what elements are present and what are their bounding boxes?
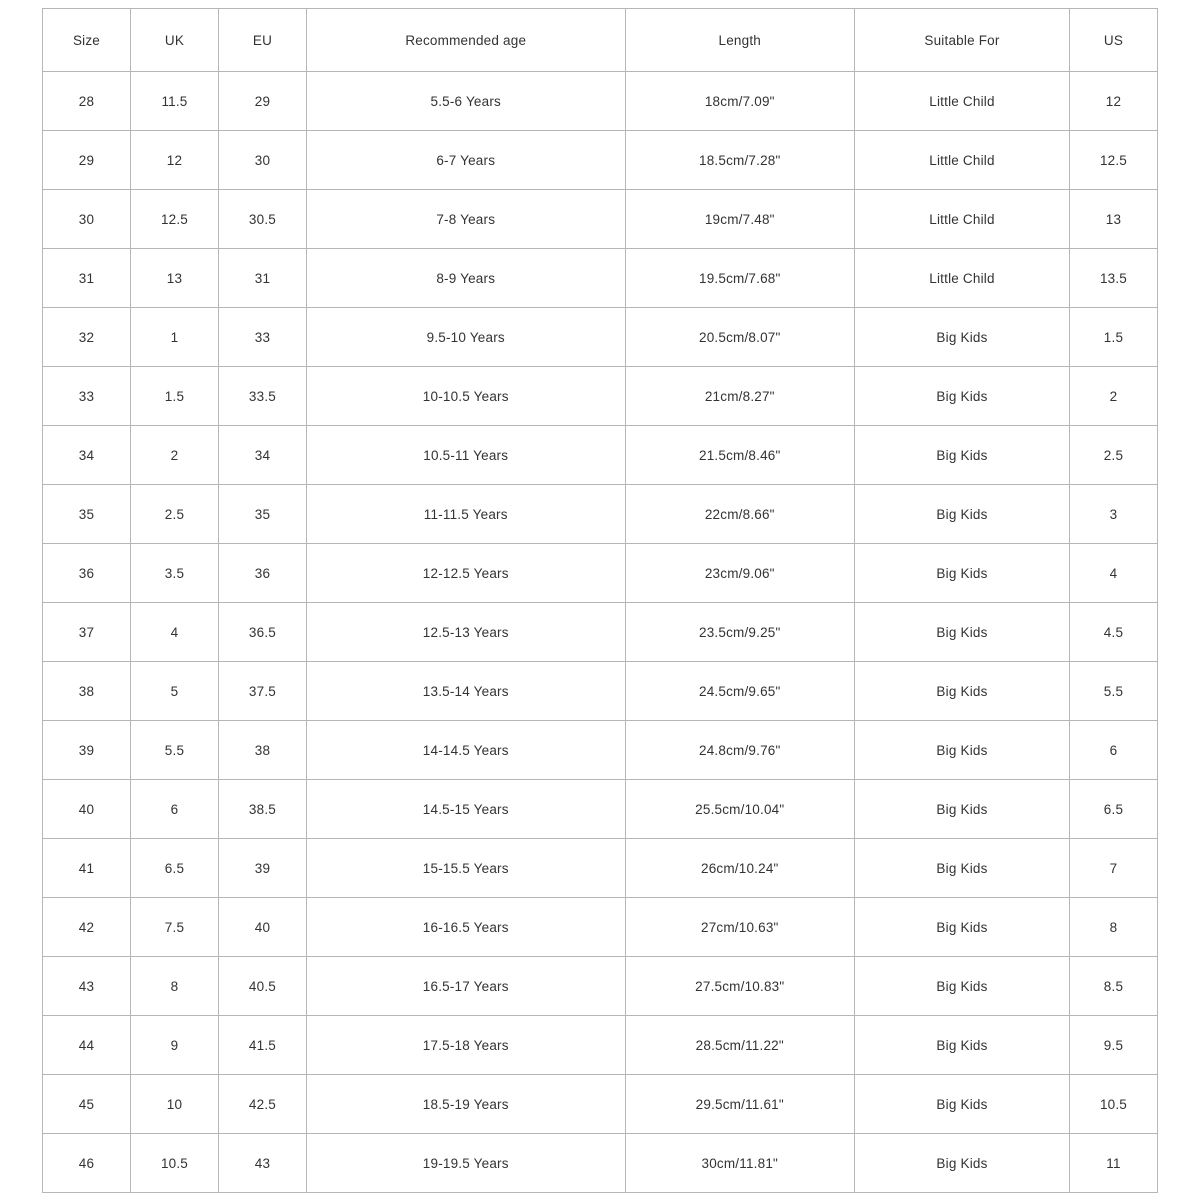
- table-header-row: [43, 9, 1158, 72]
- table-cell: 34: [218, 426, 306, 485]
- table-cell: 13.5: [1069, 249, 1157, 308]
- table-cell: 38: [218, 721, 306, 780]
- table-cell: Big Kids: [855, 1016, 1070, 1075]
- table-cell: 33.5: [218, 367, 306, 426]
- table-cell: Big Kids: [855, 662, 1070, 721]
- table-cell: 35: [218, 485, 306, 544]
- table-cell: Little Child: [855, 72, 1070, 131]
- table-cell: 36: [43, 544, 131, 603]
- table-cell: 19.5cm/7.68": [625, 249, 854, 308]
- table-cell: 30.5: [218, 190, 306, 249]
- table-cell: 8: [130, 957, 218, 1016]
- table-cell: 42.5: [218, 1075, 306, 1134]
- table-cell: 23.5cm/9.25": [625, 603, 854, 662]
- table-cell: 39: [218, 839, 306, 898]
- table-cell: 10.5: [1069, 1075, 1157, 1134]
- table-cell: 19-19.5 Years: [306, 1134, 625, 1193]
- table-cell: Big Kids: [855, 426, 1070, 485]
- table-row: [43, 544, 1158, 603]
- table-cell: 33: [218, 308, 306, 367]
- table-cell: 41.5: [218, 1016, 306, 1075]
- table-cell: Big Kids: [855, 898, 1070, 957]
- table-cell: 41: [43, 839, 131, 898]
- table-cell: Big Kids: [855, 839, 1070, 898]
- table-row: [43, 367, 1158, 426]
- table-cell: 11-11.5 Years: [306, 485, 625, 544]
- table-cell: 11: [1069, 1134, 1157, 1193]
- table-cell: Big Kids: [855, 780, 1070, 839]
- table-cell: 30: [218, 131, 306, 190]
- table-cell: 21cm/8.27": [625, 367, 854, 426]
- table-cell: 6.5: [1069, 780, 1157, 839]
- table-cell: 33: [43, 367, 131, 426]
- table-row: [43, 898, 1158, 957]
- table-row: [43, 839, 1158, 898]
- table-cell: 6: [1069, 721, 1157, 780]
- table-cell: 8.5: [1069, 957, 1157, 1016]
- table-cell: 38.5: [218, 780, 306, 839]
- table-cell: 34: [43, 426, 131, 485]
- table-row: [43, 72, 1158, 131]
- column-header: Suitable For: [855, 9, 1070, 72]
- table-row: [43, 308, 1158, 367]
- table-cell: 40: [43, 780, 131, 839]
- table-cell: 6-7 Years: [306, 131, 625, 190]
- table-cell: 9.5-10 Years: [306, 308, 625, 367]
- table-cell: 6: [130, 780, 218, 839]
- table-cell: 2: [130, 426, 218, 485]
- table-cell: 43: [43, 957, 131, 1016]
- table-cell: Little Child: [855, 131, 1070, 190]
- table-cell: 12.5: [130, 190, 218, 249]
- table-cell: 29: [43, 131, 131, 190]
- table-cell: 11.5: [130, 72, 218, 131]
- table-cell: 44: [43, 1016, 131, 1075]
- table-cell: 36.5: [218, 603, 306, 662]
- column-header: Recommended age: [306, 9, 625, 72]
- table-cell: 10: [130, 1075, 218, 1134]
- table-cell: 37.5: [218, 662, 306, 721]
- table-cell: 4: [1069, 544, 1157, 603]
- table-cell: 42: [43, 898, 131, 957]
- table-cell: 39: [43, 721, 131, 780]
- table-cell: 22cm/8.66": [625, 485, 854, 544]
- table-cell: 29: [218, 72, 306, 131]
- column-header: UK: [130, 9, 218, 72]
- table-cell: Little Child: [855, 249, 1070, 308]
- table-cell: 19cm/7.48": [625, 190, 854, 249]
- table-cell: Big Kids: [855, 544, 1070, 603]
- table-row: [43, 190, 1158, 249]
- table-cell: Big Kids: [855, 367, 1070, 426]
- table-cell: 40.5: [218, 957, 306, 1016]
- column-header: Length: [625, 9, 854, 72]
- table-cell: 4.5: [1069, 603, 1157, 662]
- table-row: [43, 1016, 1158, 1075]
- table-row: [43, 485, 1158, 544]
- table-cell: 9: [130, 1016, 218, 1075]
- table-cell: 13: [1069, 190, 1157, 249]
- table-cell: 10-10.5 Years: [306, 367, 625, 426]
- table-cell: 36: [218, 544, 306, 603]
- table-cell: 46: [43, 1134, 131, 1193]
- column-header: US: [1069, 9, 1157, 72]
- table-cell: 31: [43, 249, 131, 308]
- table-cell: 9.5: [1069, 1016, 1157, 1075]
- table-row: [43, 721, 1158, 780]
- table-cell: 29.5cm/11.61": [625, 1075, 854, 1134]
- table-cell: 23cm/9.06": [625, 544, 854, 603]
- table-cell: 30cm/11.81": [625, 1134, 854, 1193]
- table-cell: 12: [130, 131, 218, 190]
- size-chart-table: [42, 8, 1158, 1193]
- table-cell: 12.5-13 Years: [306, 603, 625, 662]
- table-cell: 38: [43, 662, 131, 721]
- table-cell: 12: [1069, 72, 1157, 131]
- table-cell: 18.5-19 Years: [306, 1075, 625, 1134]
- table-cell: Little Child: [855, 190, 1070, 249]
- table-cell: Big Kids: [855, 603, 1070, 662]
- table-cell: 16-16.5 Years: [306, 898, 625, 957]
- table-cell: Big Kids: [855, 1134, 1070, 1193]
- table-row: [43, 131, 1158, 190]
- table-cell: 2.5: [1069, 426, 1157, 485]
- table-cell: 14.5-15 Years: [306, 780, 625, 839]
- table-cell: 24.5cm/9.65": [625, 662, 854, 721]
- table-cell: 15-15.5 Years: [306, 839, 625, 898]
- table-cell: 12-12.5 Years: [306, 544, 625, 603]
- table-cell: 27.5cm/10.83": [625, 957, 854, 1016]
- column-header: EU: [218, 9, 306, 72]
- table-cell: 1.5: [130, 367, 218, 426]
- table-cell: 43: [218, 1134, 306, 1193]
- table-cell: 18cm/7.09": [625, 72, 854, 131]
- table-cell: 6.5: [130, 839, 218, 898]
- table-cell: 7: [1069, 839, 1157, 898]
- table-cell: Big Kids: [855, 485, 1070, 544]
- table-cell: 14-14.5 Years: [306, 721, 625, 780]
- table-cell: 7.5: [130, 898, 218, 957]
- table-cell: 3.5: [130, 544, 218, 603]
- table-cell: 13: [130, 249, 218, 308]
- table-cell: 8: [1069, 898, 1157, 957]
- table-cell: 28.5cm/11.22": [625, 1016, 854, 1075]
- table-cell: 28: [43, 72, 131, 131]
- table-cell: 1.5: [1069, 308, 1157, 367]
- table-cell: 5.5: [130, 721, 218, 780]
- table-cell: 18.5cm/7.28": [625, 131, 854, 190]
- table-body: [43, 72, 1158, 1193]
- table-cell: 45: [43, 1075, 131, 1134]
- table-cell: 35: [43, 485, 131, 544]
- table-cell: 25.5cm/10.04": [625, 780, 854, 839]
- table-cell: 32: [43, 308, 131, 367]
- table-cell: 13.5-14 Years: [306, 662, 625, 721]
- table-cell: Big Kids: [855, 721, 1070, 780]
- table-cell: 5.5-6 Years: [306, 72, 625, 131]
- table-cell: 37: [43, 603, 131, 662]
- table-cell: 16.5-17 Years: [306, 957, 625, 1016]
- table-cell: 3: [1069, 485, 1157, 544]
- table-cell: 5.5: [1069, 662, 1157, 721]
- table-row: [43, 957, 1158, 1016]
- table-row: [43, 662, 1158, 721]
- table-cell: 2: [1069, 367, 1157, 426]
- table-row: [43, 1075, 1158, 1134]
- table-cell: 21.5cm/8.46": [625, 426, 854, 485]
- table-cell: 26cm/10.24": [625, 839, 854, 898]
- table-cell: 10.5: [130, 1134, 218, 1193]
- table-cell: 27cm/10.63": [625, 898, 854, 957]
- table-row: [43, 249, 1158, 308]
- table-cell: 2.5: [130, 485, 218, 544]
- table-cell: 24.8cm/9.76": [625, 721, 854, 780]
- table-cell: 5: [130, 662, 218, 721]
- table-cell: 40: [218, 898, 306, 957]
- table-cell: 17.5-18 Years: [306, 1016, 625, 1075]
- table-row: [43, 426, 1158, 485]
- table-cell: Big Kids: [855, 957, 1070, 1016]
- table-cell: 4: [130, 603, 218, 662]
- table-row: [43, 780, 1158, 839]
- table-cell: 30: [43, 190, 131, 249]
- table-row: [43, 1134, 1158, 1193]
- table-cell: 7-8 Years: [306, 190, 625, 249]
- table-cell: Big Kids: [855, 308, 1070, 367]
- table-cell: 8-9 Years: [306, 249, 625, 308]
- table-cell: 31: [218, 249, 306, 308]
- table-cell: 12.5: [1069, 131, 1157, 190]
- column-header: Size: [43, 9, 131, 72]
- table-cell: 1: [130, 308, 218, 367]
- table-cell: Big Kids: [855, 1075, 1070, 1134]
- table-row: [43, 603, 1158, 662]
- table-cell: 10.5-11 Years: [306, 426, 625, 485]
- table-cell: 20.5cm/8.07": [625, 308, 854, 367]
